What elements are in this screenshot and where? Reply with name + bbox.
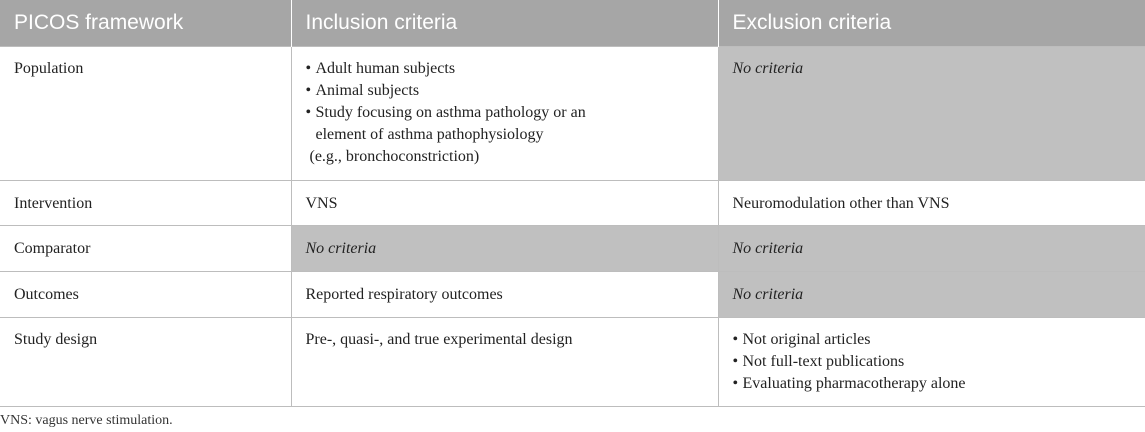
table-footnote: VNS: vagus nerve stimulation. — [0, 413, 173, 428]
row-population — [0, 46, 1145, 180]
exclusion-cell — [718, 317, 1145, 406]
inclusion-cell — [291, 46, 718, 180]
exclusion-cell: Neuromodulation other than VNS — [718, 180, 1145, 225]
inclusion-cell: Pre-, quasi-, and true experimental design — [291, 317, 718, 406]
list-item: • Evaluating pharmacotherapy alone — [733, 373, 1132, 395]
list-item: • Adult human subjects — [306, 58, 704, 80]
row-comparator — [0, 225, 1145, 271]
inclusion-cell: Reported respiratory outcomes — [291, 271, 718, 317]
list-item-continuation: element of asthma pathophysiology — [315, 125, 544, 143]
row-label: Population — [0, 46, 291, 180]
row-label: Comparator — [0, 225, 291, 271]
no-criteria-text: No criteria — [732, 59, 804, 77]
exclusion-cell — [718, 46, 1145, 180]
row-outcomes — [0, 271, 1145, 317]
header-inclusion-criteria: Inclusion criteria — [291, 0, 718, 46]
inclusion-list — [306, 58, 704, 124]
no-criteria-text: No criteria — [732, 285, 804, 303]
exclusion-cell — [718, 271, 1145, 317]
list-item: • Not full-text publications — [733, 351, 1132, 373]
list-item: • Not original articles — [733, 329, 1132, 351]
header-exclusion-criteria: Exclusion criteria — [718, 0, 1145, 46]
row-study-design — [0, 317, 1145, 406]
row-intervention — [0, 180, 1145, 225]
row-label: Study design — [0, 317, 291, 406]
no-criteria-text: No criteria — [732, 239, 804, 257]
no-criteria-text: No criteria — [305, 239, 377, 257]
header-picos-framework: PICOS framework — [0, 0, 291, 46]
inclusion-cell — [291, 225, 718, 271]
inclusion-cell: VNS — [291, 180, 718, 225]
exclusion-list — [733, 329, 1132, 395]
list-item-continuation: (e.g., bronchoconstriction) — [309, 147, 480, 165]
list-item: • Study focusing on asthma pathology or an — [306, 102, 704, 124]
exclusion-cell — [718, 225, 1145, 271]
row-label: Intervention — [0, 180, 291, 225]
list-item: • Animal subjects — [306, 80, 704, 102]
header-row — [0, 0, 1145, 46]
row-label: Outcomes — [0, 271, 291, 317]
